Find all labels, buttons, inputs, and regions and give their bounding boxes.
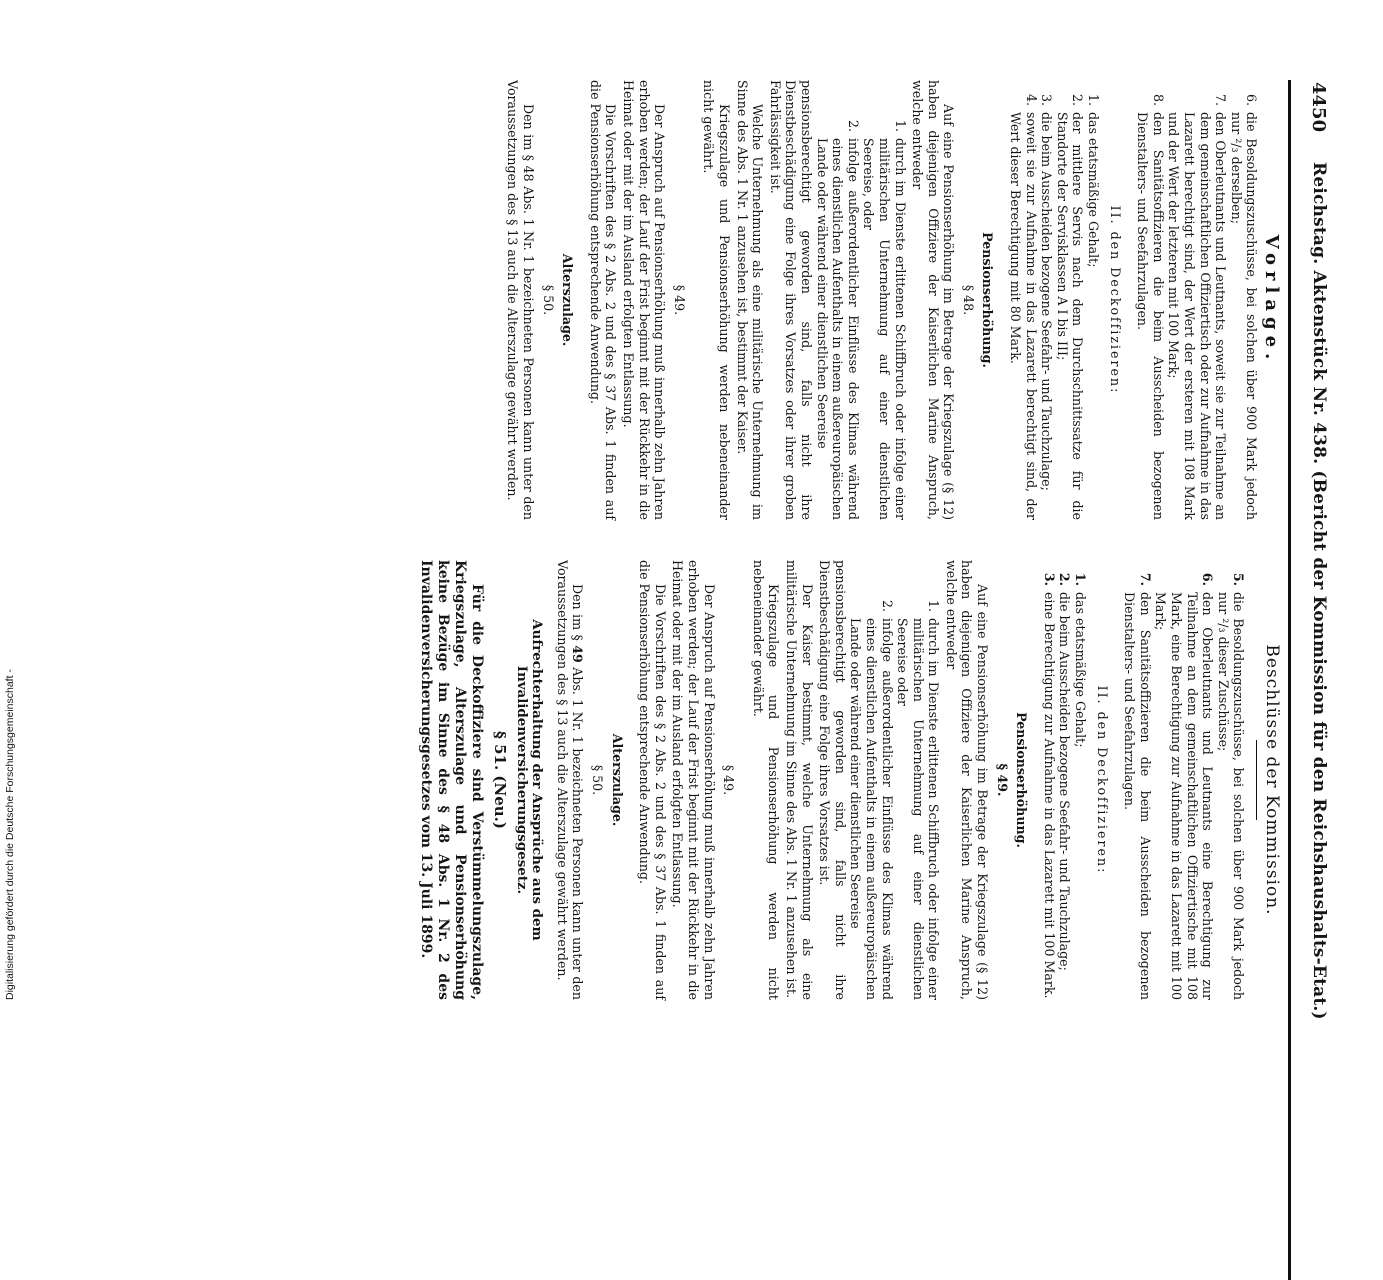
heading-pensionserhoehung-right: Pensionserhöhung. <box>1014 712 1030 848</box>
list-item <box>848 586 895 1000</box>
list-item-text: den Oberleutnants und Leutnants eine Berechtigung zur Teilnahme an dem gemeinschaftlichen Offiziertische mit 108 Mark, eine Berechtigung zur Aufnahme in das Lazarett mit 100 Mark; <box>1153 592 1216 1000</box>
list-item-number: 6. <box>1244 93 1260 106</box>
p50-text-b: 49 <box>570 645 586 663</box>
list-item <box>1054 80 1085 520</box>
paragraph-48: § 48. <box>960 284 976 316</box>
list-item-text: die beim Ausscheiden bezogene Seefahr- und Tauchzulage; <box>1039 112 1055 491</box>
list-item-number: 6. <box>1200 572 1216 586</box>
paragraph-49b-right: § 49. <box>721 764 737 796</box>
page-header <box>1299 82 1333 1020</box>
p49-items-right <box>848 560 942 1000</box>
beschluesse-items-top <box>1122 560 1247 1000</box>
list-item <box>1041 560 1057 1000</box>
list-item-number: 2. <box>1057 572 1073 586</box>
list-item-text: infolge außerordentlicher Einflüsse des Klimas während eines dienstlichen Aufenthalts in einem außereuropäischen Lande oder während einer dienstlichen Seereise <box>848 618 895 1000</box>
list-item-text: die beim Ausscheiden bezogene Seefahr- und Tauchzulage; <box>1057 592 1073 971</box>
list-item-number: 7. <box>1213 93 1229 106</box>
header-rule <box>1288 80 1291 1280</box>
list-item <box>1057 560 1073 1000</box>
list-item-text: den Sanitätsoffizieren die beim Ausscheiden bezogenen Dienstalters- und Seefahrzulagen. <box>1122 592 1153 1000</box>
p50-text-a: Den im § <box>570 584 586 646</box>
paragraph-49-right: § 49. <box>994 763 1010 797</box>
paragraph-49: § 49. <box>671 284 687 316</box>
list-item-number: 1. <box>926 599 942 612</box>
p48-intro: Auf eine Pensionserhöhung im Betrage der Kriegszulage (§ 12) haben diejenigen Offiziere der Kaiserlichen Marine Anspruch, welche entweder <box>910 80 957 520</box>
heading-invalidenversicherung: Aufrechterhaltung der Ansprüche aus dem Invalidenversicherungsgesetz. <box>513 619 546 941</box>
list-item <box>1153 560 1215 1000</box>
section-deckoffiziere: II. den Deckoffizieren: <box>1107 205 1123 395</box>
p49b-text-right: Der Anspruch auf Pensionserhöhung muß innerhalb zehn Jahren erhoben werden; der Lauf der Frist beginnt mit der Rückkehr in die Heimat oder mit der im Ausland erfolgten Entlassung. <box>670 560 717 1000</box>
p48-outro: pensionsberechtigt geworden sind, falls nicht ihre Dienstbeschädigung eine Folge ihres Vorsatzes oder ihrer groben Fahrlässigkeit ist. <box>767 80 814 520</box>
column-title-beschluesse: Beschlüsse der Kommission. <box>1262 644 1282 916</box>
list-item-number: 4. <box>1023 93 1039 106</box>
list-item-text: den Sanitätsoffizieren die beim Ausscheiden bezogenen Dienstalters- und Seefahrzulagen. <box>1135 112 1166 520</box>
list-item-number: 2. <box>879 599 895 612</box>
credit-text: Digitalisierung gefördert durch die Deutsche Forschungsgemeinschaft - <box>4 669 16 1000</box>
heading-pensionserhoehung: Pensionserhöhung. <box>980 232 996 368</box>
column-vorlage <box>503 80 1285 520</box>
p48-items <box>814 80 908 520</box>
paragraph-51: § 51. (Neu.) <box>491 731 510 829</box>
list-item-text: durch im Dienste erlittenen Schiffbruch oder infolge einer militärischen Unternehmung auf einer dienstlichen Seereise oder <box>895 618 942 1000</box>
vorlage-items-deckoffiziere <box>1008 80 1102 520</box>
list-item-number: 1. <box>1073 572 1089 586</box>
page-number: 4450 <box>1308 82 1329 133</box>
list-item-text: soweit sie zur Aufnahme in das Lazarett berechtigt sind, der Wert dieser Berechtigung mit 80 Mark. <box>1008 112 1039 520</box>
list-item-text: durch im Dienste erlittenen Schiffbruch oder infolge einer militärischen Unternehmung auf einer dienstlichen Seereise, oder <box>861 138 908 520</box>
list-item-text: eine Berechtigung zur Aufnahme in das Lazarett mit 100 Mark. <box>1041 592 1057 999</box>
list-item-text: das etatsmäßige Gehalt; <box>1086 112 1102 268</box>
p49-outro-right: pensionsberechtigt geworden sind, falls nicht ihre Dienstbeschädigung eine Folge ihres Vorsatzes ist. <box>817 560 848 1000</box>
list-item <box>1122 560 1153 1000</box>
list-item-text: infolge außerordentlicher Einflüsse des Klimas während eines dienstlichen Aufenthalts in einem außereuropäischen Lande oder während einer dienstlichen Seereise <box>814 138 861 520</box>
column-beschluesse <box>417 560 1285 1000</box>
title-rule <box>1256 740 1257 820</box>
p49-third-right: Kriegszulage und Pensionserhöhung werden nicht nebeneinander gewährt. <box>750 560 782 1000</box>
digitization-credit <box>2 0 24 1000</box>
list-item <box>1085 80 1101 520</box>
p50-text-c: Abs. 1 Nr. 1 bezeichneten Personen kann unter den Voraussetzungen des § 13 auch die Alterszulage gewährt werden. <box>554 560 586 1000</box>
p49-text: Der Anspruch auf Pensionserhöhung muß innerhalb zehn Jahren erhoben werden; der Lauf der Frist beginnt mit der Rückkehr in die Heimat oder mit der im Ausland erfolgten Entlassung. <box>621 80 668 520</box>
list-item-number: 8. <box>1150 93 1166 106</box>
list-item-number: 7. <box>1137 572 1153 586</box>
list-item <box>1215 560 1246 1000</box>
list-item-text: der mittlere Servis nach dem Durchschnittssatze für die Standorte der Servisklassen A I bis III; <box>1054 112 1086 520</box>
column-title-vorlage: Vorlage. <box>1261 234 1282 366</box>
p50-text-right <box>554 560 585 1000</box>
credit-line <box>4 669 16 1000</box>
list-item <box>1135 80 1166 520</box>
list-item <box>895 586 942 1000</box>
p49-second-right: Der Kaiser bestimmt, welche Unternehmung als eine militärische Unternehmung im Sinne des Abs. 1 Nr. 1 anzusehen ist. <box>783 560 815 1000</box>
list-item <box>1072 560 1088 1000</box>
list-item <box>814 106 861 520</box>
list-item-number: 2. <box>845 119 861 132</box>
page-title: Reichstag. Aktenstück Nr. 438. (Bericht der Kommission für den Reichshaushalts-Etat.) <box>1309 162 1329 1020</box>
p50-text: Den im § 48 Abs. 1 Nr. 1 bezeichneten Personen kann unter den Voraussetzungen des § 13 auch die Alterszulage gewährt werden. <box>505 80 537 520</box>
list-item-number: 5. <box>1231 572 1247 586</box>
list-item-number: 3. <box>1039 93 1055 106</box>
list-item-number: 1. <box>1086 93 1102 106</box>
list-item <box>861 106 908 520</box>
list-item <box>1008 80 1039 520</box>
p49b-second-right: Die Vorschriften des § 2 Abs. 2 und des § 37 Abs. 1 finden auf die Pensionserhöhung entsprechende Anwendung. <box>637 560 668 1000</box>
list-item-text: den Oberleutnants und Leutnants, soweit sie zur Teilnahme an dem gemeinschaftlichen Offiziertisch oder zur Aufnahme in das Lazarett berechtigt sind, der Wert der ersteren mit 108 Mark und der Wert der letzteren mit 100 Mark; <box>1166 112 1229 520</box>
vorlage-items-top <box>1135 80 1260 520</box>
p49-second: Die Vorschriften des § 2 Abs. 2 und des § 37 Abs. 1 finden auf die Pensionserhöhung entsprechende Anwendung. <box>587 80 619 520</box>
list-item-number: 3. <box>1041 572 1057 586</box>
p49-intro-right: Auf eine Pensionserhöhung im Betrage der Kriegszulage (§ 12) haben diejenigen Offiziere der Kaiserlichen Marine Anspruch, welche entweder <box>943 560 991 1000</box>
beschluesse-items-deckoffiziere <box>1041 560 1088 1000</box>
list-item-text: die Besoldungszuschüsse, bei solchen über 900 Mark jedoch nur ²/₃ derselben; <box>1228 112 1260 520</box>
paragraph-50-right: § 50. <box>590 764 606 796</box>
list-item <box>1228 80 1259 520</box>
list-item-text: das etatsmäßige Gehalt; <box>1073 592 1089 748</box>
heading-alterszulage: Alterszulage. <box>560 253 576 347</box>
p48-second: Welche Unternehmung als eine militärische Unternehmung im Sinne des Abs. 1 Nr. 1 anzusehen ist, bestimmt der Kaiser. <box>734 80 766 520</box>
heading-alterszulage-right: Alterszulage. <box>609 733 625 827</box>
list-item <box>1039 80 1055 520</box>
list-item-number: 1. <box>892 119 908 132</box>
paragraph-50: § 50. <box>540 284 556 316</box>
page-content <box>0 60 1383 1060</box>
list-item-text: die Besoldungszuschüsse, bei solchen über 900 Mark jedoch nur ²/₃ dieser Zuschüsse; <box>1215 592 1247 1000</box>
p48-third: Kriegszulage und Pensionserhöhung werden nebeneinander nicht gewährt. <box>701 80 732 520</box>
list-item-number: 2. <box>1070 93 1086 106</box>
list-item <box>1166 80 1228 520</box>
section-deckoffiziere-right: II. den Deckoffizieren: <box>1094 685 1110 875</box>
p51-text: Für die Deckoffiziere sind Verstümmelungszulage, Kriegszulage, Alterszulage und Pensionserhöhung keine Bezüge im Sinne des § 48 Abs. 1 Nr. 2 des Invalidenversicherungsgesetzes vom 13. Juli 1899. <box>418 560 486 1000</box>
